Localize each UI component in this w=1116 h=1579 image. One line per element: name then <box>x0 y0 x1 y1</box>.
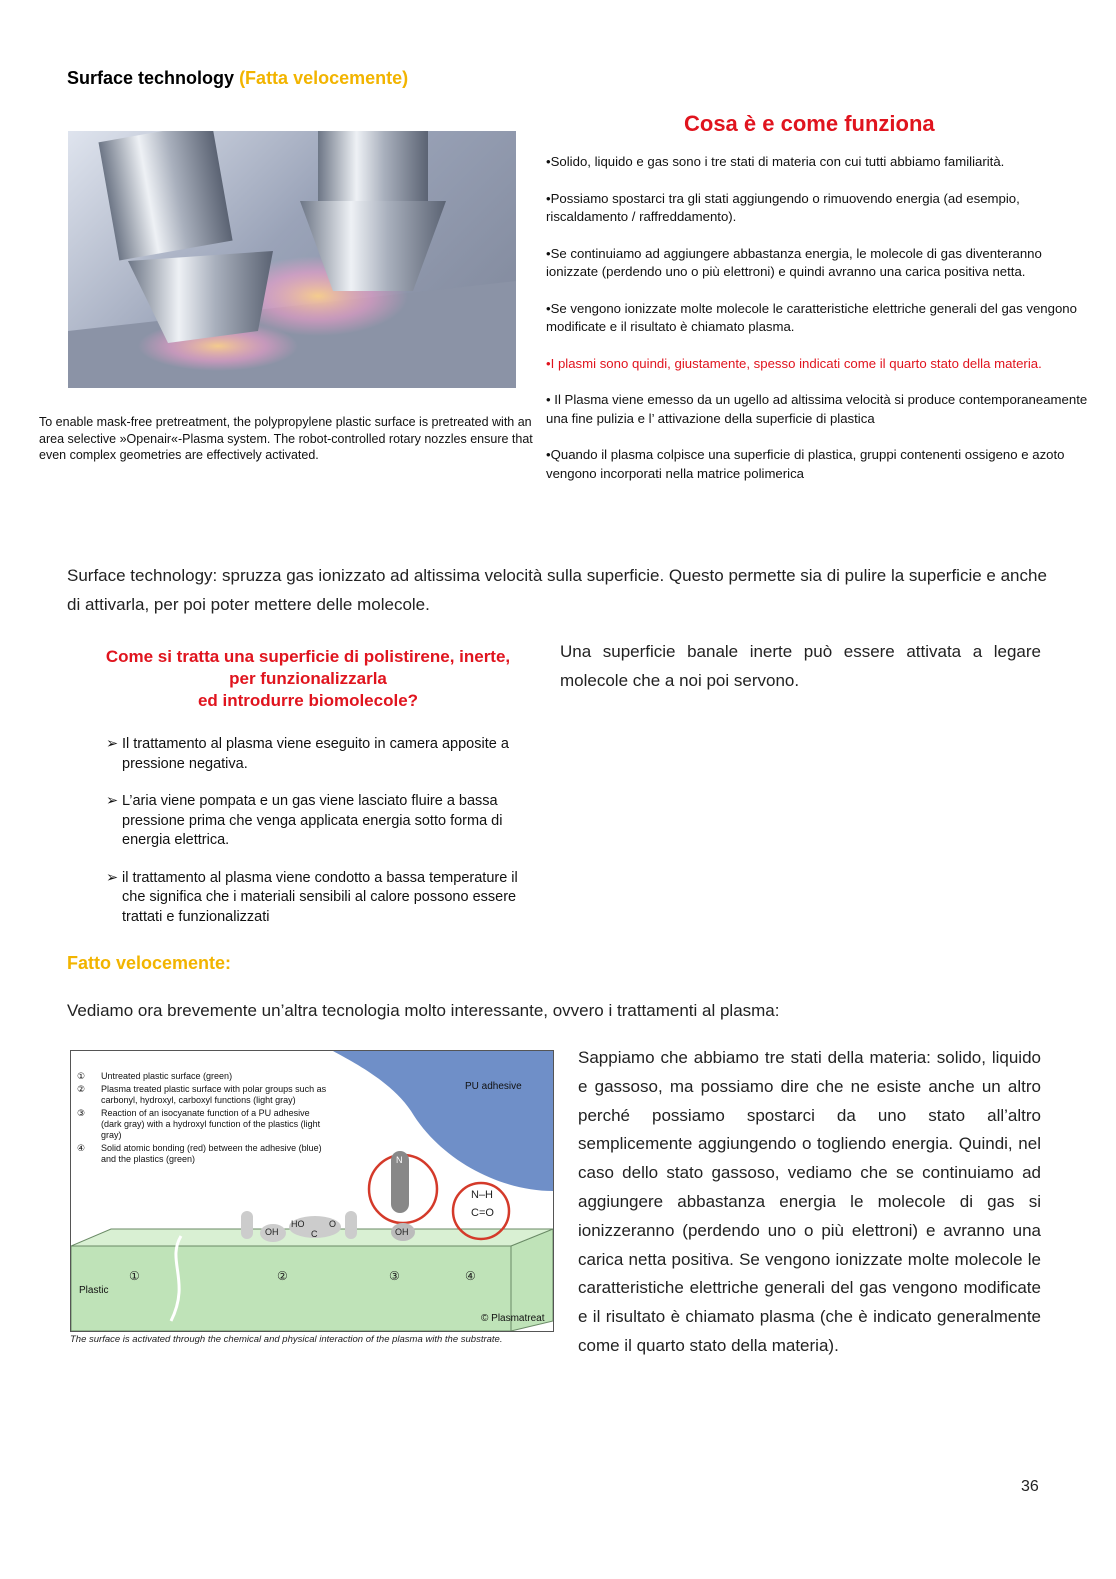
page-number: 36 <box>1021 1478 1039 1495</box>
slide-title-polistirene <box>68 646 548 712</box>
slide-title-cosa-e: Cosa è e come funziona <box>684 111 935 136</box>
diagram-caption: The surface is activated through the chemical and physical interaction of the plasma with the substrate. <box>70 1334 503 1345</box>
oxygen-label: O <box>329 1219 337 1229</box>
paragraph-stati-materia: Sappiamo che abbiamo tre stati della materia: solido, liquido e gassoso, ma possiamo dire che ne esiste anche un altro perché possiamo spostarci da uno stato all’altro semplicemente aggiungendo o togliendo energia. Quindi, nel caso dello stato gassoso, vediamo che se continuiamo ad aggiungere abbastanza energia le molecole di gas si ionizzeranno (perdendo uno o più elettroni) e avranno una carica netta positiva. Se vengono ionizzate molte molecole le caratteristiche elettriche generali del gas vengono modificate e il risultato è chiamato plasma (che è indicato generalmente come il quarto stato della materia). <box>578 1048 1041 1355</box>
slide-title-line: Come si tratta una superficie di polistirene, inerte, <box>105 647 511 666</box>
plastic-label: Plastic <box>79 1285 109 1296</box>
nitrogen-label: N <box>396 1155 403 1165</box>
ho-label: HO <box>291 1219 305 1229</box>
hydroxyl-label: OH <box>395 1227 409 1237</box>
diagram-legend <box>77 1071 327 1167</box>
slide-bullet: •Solido, liquido e gas sono i tre stati di materia con cui tutti abbiamo familiarità. <box>546 154 1005 169</box>
zone-number: ① <box>129 1269 140 1283</box>
slide-bullet: •Quando il plasma colpisce una superficie di plastica, gruppi contenenti ossigeno e azoto vengono incorporati nella matrice polimerica <box>546 447 1065 481</box>
pu-adhesive-label: PU adhesive <box>465 1081 522 1092</box>
heading-highlight: (Fatta velocemente) <box>239 68 409 88</box>
slide-bullet-list <box>546 153 1091 501</box>
paragraph-trattamenti-plasma: Vediamo ora brevemente un’altra tecnologia molto interessante, ovvero i trattamenti al plasma: <box>67 1001 780 1020</box>
carbonyl-group-2 <box>345 1211 357 1239</box>
arrow-bullet-icon: ➢ <box>106 793 119 809</box>
paragraph-surface-technology: Surface technology: spruzza gas ionizzato ad altissima velocità sulla superficie. Questo permette sia di pulire la superficie e anche di attivarla, per poi poter mettere delle molecole. <box>67 566 1047 614</box>
slide-title-line: ed introdurre biomolecole? <box>197 691 419 710</box>
slide-bullet-highlight: •I plasmi sono quindi, giustamente, spesso indicati come il quarto stato della materia. <box>546 355 1042 371</box>
carbonyl-group-1 <box>241 1211 253 1239</box>
slide-bullet: •Se continuiamo ad aggiungere abbastanza energia, le molecole di gas diventeranno ionizzate (perdendo uno o più elettroni) e quindi avranno una carica positiva netta. <box>546 245 1042 279</box>
legend-item: ④ Solid atomic bonding (red) between the adhesive (blue) and the plastics (green) <box>77 1143 322 1164</box>
zone-number: ④ <box>465 1269 476 1283</box>
amine-label: N–H <box>471 1189 494 1201</box>
arrow-list-text: Il trattamento al plasma viene eseguito in camera apposite a pressione negativa. <box>122 736 509 772</box>
heading-main: Surface technology <box>67 68 235 88</box>
legend-item: ③ Reaction of an isocyanate function of a PU adhesive (dark gray) with a hydroxyl function of the plastics (light gray) <box>77 1108 321 1140</box>
paragraph-superficie-inerte: Una superficie banale inerte può essere attivata a legare molecole che a noi poi servono. <box>560 642 1041 690</box>
arrow-list-item <box>106 792 526 851</box>
arrow-list-item <box>106 735 526 774</box>
slide-bullet: •Possiamo spostarci tra gli stati aggiungendo o rimuovendo energia (ad esempio, riscaldamento / raffreddamento). <box>546 190 1020 224</box>
plasmatreat-brand: © Plasmatreat <box>481 1313 545 1324</box>
sub-heading-fatto-velocemente: Fatto velocemente: <box>67 953 232 973</box>
pu-adhesive-shape <box>333 1051 553 1191</box>
slide-bullet: • Il Plasma viene emesso da un ugello ad altissima velocità si produce contemporaneamente una fine pulizia e l’ attivazione della superficie di plastica <box>546 392 1088 426</box>
page-heading <box>67 68 408 89</box>
hydroxyl-label: OH <box>265 1227 279 1237</box>
zone-number: ② <box>277 1269 288 1283</box>
photo-caption: To enable mask-free pretreatment, the polypropylene plastic surface is pretreated with an area selective »Openair«-Plasma system. The robot-controlled rotary nozzles ensure that even complex geometries are effectively activated. <box>39 415 533 462</box>
slide-arrow-list <box>106 735 526 945</box>
carbon-label: C <box>311 1229 318 1239</box>
zone-number: ③ <box>389 1269 400 1283</box>
arrow-bullet-icon: ➢ <box>106 869 119 886</box>
legend-item: ① Untreated plastic surface (green) <box>77 1071 233 1081</box>
carbonyl-label: C=O <box>471 1207 494 1219</box>
plasma-nozzle-photo <box>68 131 516 388</box>
plasma-activation-diagram <box>70 1050 554 1332</box>
arrow-list-item <box>106 869 526 928</box>
slide-bullet: •Se vengono ionizzate molte molecole le caratteristiche elettriche generali del gas vengono modificate e il risultato è chiamato plasma. <box>546 300 1077 334</box>
arrow-list-text: il trattamento al plasma viene condotto a bassa temperature il che significa che i materiali sensibili al calore possono essere trattati e funzionalizzati <box>122 869 518 925</box>
slide-title-line: per funzionalizzarla <box>229 669 387 688</box>
plasma-nozzle-illustration <box>68 131 516 388</box>
arrow-bullet-icon: ➢ <box>106 736 119 752</box>
legend-item: ② Plasma treated plastic surface with polar groups such as carbonyl, hydroxyl, carboxyl functions (light gray) <box>77 1084 327 1105</box>
arrow-list-text: L’aria viene pompata e un gas viene lasciato fluire a bassa pressione prima che venga applicata energia sotto forma di energia elettrica. <box>122 793 503 848</box>
